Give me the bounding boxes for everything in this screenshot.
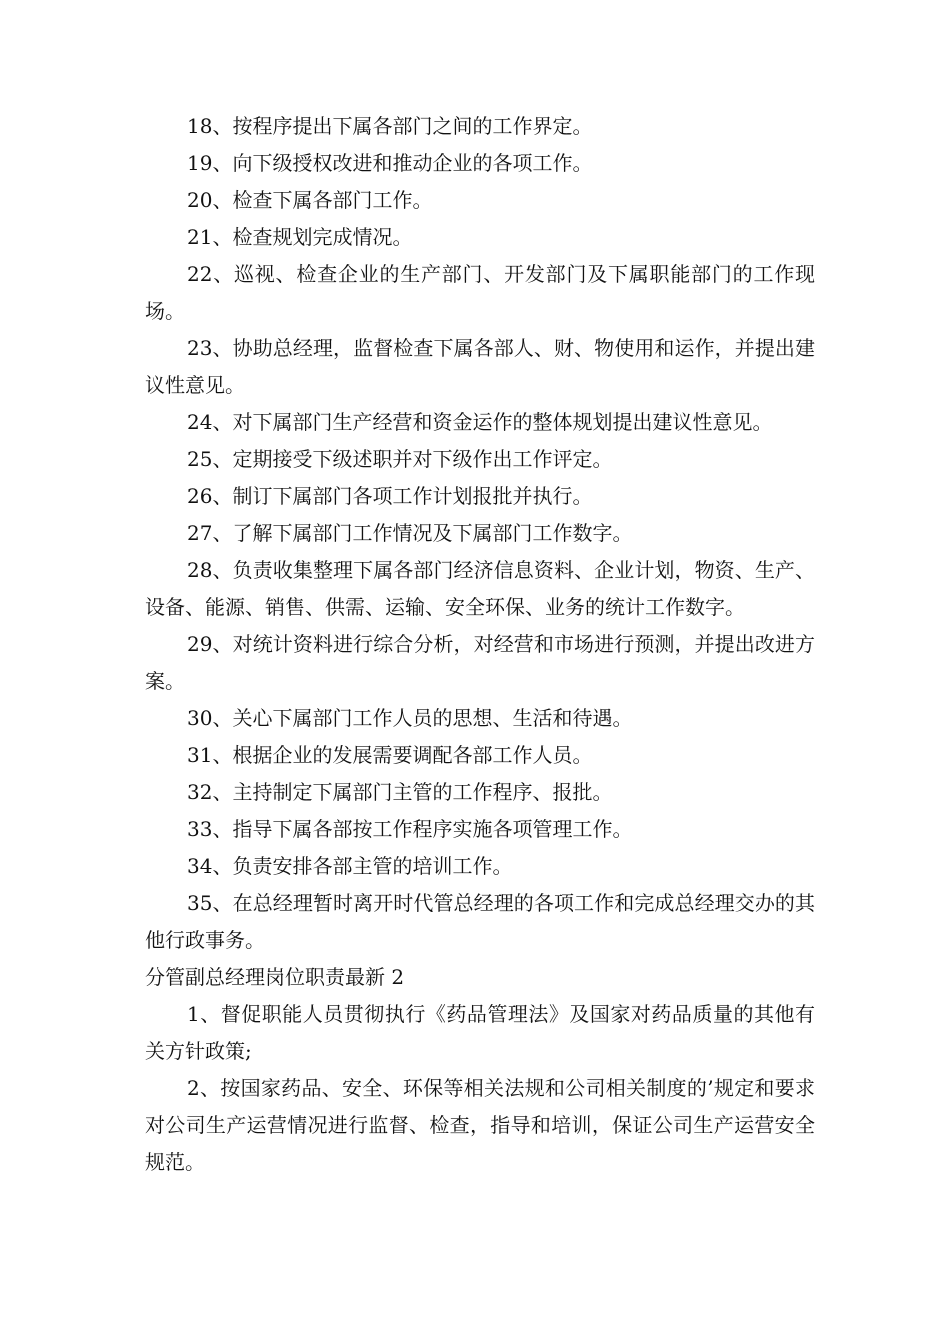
list-item: 1、督促职能人员贯彻执行《药品管理法》及国家对药品质量的其他有关方针政策; [145,1002,815,1063]
list-item: 26、制订下属部门各项工作计划报批并执行。 [187,484,593,508]
list-item: 24、对下属部门生产经营和资金运作的整体规划提出建议性意见。 [187,410,773,434]
list-item: 2、按国家药品、安全、环保等相关法规和公司相关制度的’规定和要求对公司生产运营情况进行监督、检查，指导和培训，保证公司生产运营安全规范。 [145,1076,815,1174]
list-item: 19、向下级授权改进和推动企业的各项工作。 [187,151,593,175]
list-item: 18、按程序提出下属各部门之间的工作界定。 [187,114,593,138]
list-item: 28、负责收集整理下属各部门经济信息资料、企业计划，物资、生产、设备、能源、销售、供需、运输、安全环保、业务的统计工作数字。 [145,558,815,619]
list-item: 30、关心下属部门工作人员的思想、生活和待遇。 [187,706,633,730]
list-item: 29、对统计资料进行综合分析，对经营和市场进行预测，并提出改进方案。 [145,632,815,693]
list-item: 21、检查规划完成情况。 [187,225,413,249]
list-item: 33、指导下属各部按工作程序实施各项管理工作。 [187,817,633,841]
list-item: 27、了解下属部门工作情况及下属部门工作数字。 [187,521,633,545]
list-item: 35、在总经理暂时离开时代管总经理的各项工作和完成总经理交办的其他行政事务。 [145,891,815,952]
list-item: 20、检查下属各部门工作。 [187,188,433,212]
list-item: 32、主持制定下属部门主管的工作程序、报批。 [187,780,613,804]
list-item: 31、根据企业的发展需要调配各部工作人员。 [187,743,593,767]
section-heading: 分管副总经理岗位职责最新 2 [145,965,405,989]
list-item: 25、定期接受下级述职并对下级作出工作评定。 [187,447,613,471]
list-item: 22、巡视、检查企业的生产部门、开发部门及下属职能部门的工作现场。 [145,262,815,323]
document-body [145,108,815,1181]
list-item: 23、协助总经理，监督检查下属各部人、财、物使用和运作，并提出建议性意见。 [145,336,815,397]
list-item: 34、负责安排各部主管的培训工作。 [187,854,513,878]
